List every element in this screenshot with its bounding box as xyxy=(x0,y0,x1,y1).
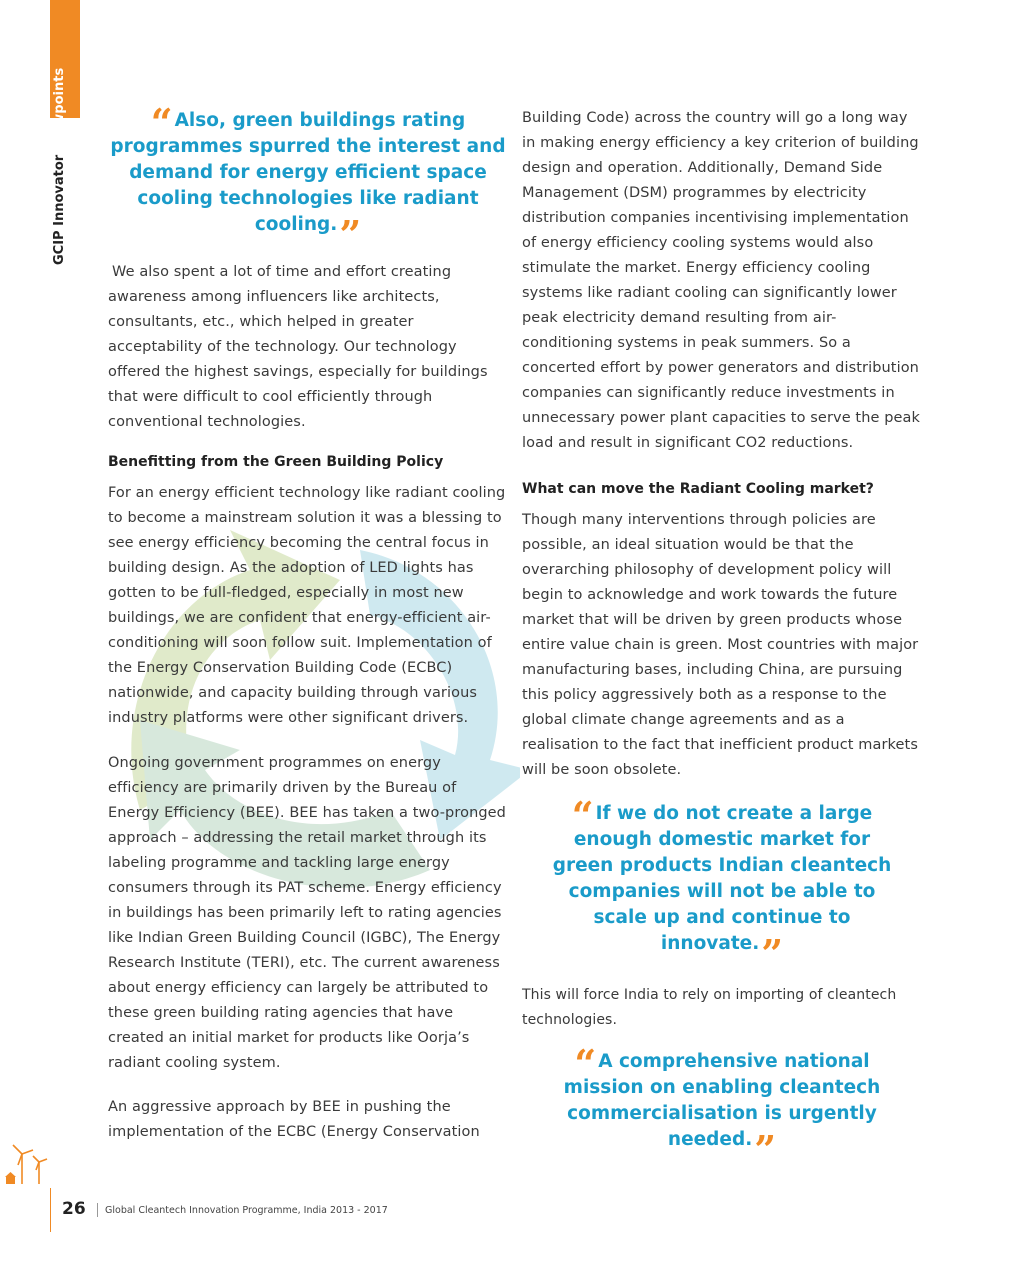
pull-quote-green-buildings xyxy=(108,100,508,257)
pull-quote-text: Also, green buildings rating programmes spurred the interest and demand for energy efficient space cooling technologies like radiant cooling. xyxy=(110,110,506,235)
sidebar-label-dark: GCIP Innovator xyxy=(52,154,67,265)
pull-quote-text: A comprehensive national mission on enabling cleantech commercialisation is urgently needed. xyxy=(563,1051,881,1150)
section-heading: Benefitting from the Green Building Policy xyxy=(108,454,444,470)
footer-accent-bar xyxy=(50,1188,51,1232)
paragraph: For an energy efficient technology like radiant cooling to become a mainstream solution it was a blessing to see energy efficiency becoming the central focus in building design. As the adoption of LED lights has gotten to be full-fledged, especially in most new buildings, we are confident that energy-efficient air-conditioning will soon follow suit. Implementation of the Energy Conservation Building Code (ECBC) nationwide, and capacity building through various industry platforms were other significant drivers. xyxy=(108,485,506,726)
sidebar-label xyxy=(52,45,76,265)
wind-turbine-icon xyxy=(2,1140,50,1188)
pull-quote-domestic-market xyxy=(544,793,900,976)
close-quote-icon: ” xyxy=(761,931,784,976)
close-quote-icon: ” xyxy=(339,212,362,257)
paragraph: This will force India to rely on importing of cleantech technologies. xyxy=(522,987,897,1028)
paragraph: Building Code) across the country will go a long way in making energy efficiency a key criterion of building design and operation. Additionally, Demand Side Management (DSM) programmes by electricity distribution companies incentivising implementation of energy efficiency cooling systems would also stimulate the market. Energy efficiency cooling systems like radiant cooling can significantly lower peak electricity demand resulting from air-conditioning systems in peak summers. So a concerted effort by power generators and distribution companies can significantly reduce investments in unnecessary power plant capacities to serve the peak load and result in significant CO2 reductions. xyxy=(522,110,921,451)
paragraph: Ongoing government programmes on energy efficiency are primarily driven by the Bureau of Energy Efficiency (BEE). BEE has taken a two-pronged approach – addressing the retail market through its labeling programme and tackling large energy consumers through its PAT scheme. Energy efficiency in buildings has been primarily left to rating agencies like Indian Green Building Council (IGBC), The Energy Research Institute (TERI), etc. The current awareness about energy efficiency can largely be attributed to these green building rating agencies that have created an initial market for products like Oorja’s radiant cooling system. xyxy=(108,755,506,1071)
open-quote-icon: “ xyxy=(150,100,173,145)
pull-quote-national-mission xyxy=(562,1041,882,1172)
paragraph: We also spent a lot of time and effort creating awareness among influencers like architects, consultants, etc., which helped in greater acceptability of the technology. Our technology offered the highest savings, especially for buildings that were difficult to cool efficiently through conventional technologies. xyxy=(108,264,488,430)
sidebar-label-light: Viewpoints xyxy=(52,67,67,149)
close-quote-icon: ” xyxy=(754,1127,777,1172)
page-number: 26 xyxy=(62,1199,86,1219)
footer-publication-title: Global Cleantech Innovation Programme, India 2013 - 2017 xyxy=(105,1205,388,1216)
right-column xyxy=(522,106,922,1172)
left-column xyxy=(108,100,508,1145)
open-quote-icon: “ xyxy=(574,1041,597,1086)
paragraph: Though many interventions through policies are possible, an ideal situation would be that the overarching philosophy of development policy will begin to acknowledge and work towards the future market that will be driven by green products whose entire value chain is green. Most countries with major manufacturing bases, including China, are pursuing this policy aggressively both as a response to the global climate change agreements and as a realisation to the fact that inefficient product markets will be soon obsolete. xyxy=(522,512,919,778)
footer-separator xyxy=(97,1203,98,1217)
paragraph: An aggressive approach by BEE in pushing the implementation of the ECBC (Energy Conservation xyxy=(108,1099,480,1140)
open-quote-icon: “ xyxy=(571,793,594,838)
pull-quote-text: If we do not create a large enough domestic market for green products Indian cleantech companies will not be able to scale up and continue to innovate. xyxy=(552,803,892,954)
section-heading: What can move the Radiant Cooling market? xyxy=(522,481,874,497)
